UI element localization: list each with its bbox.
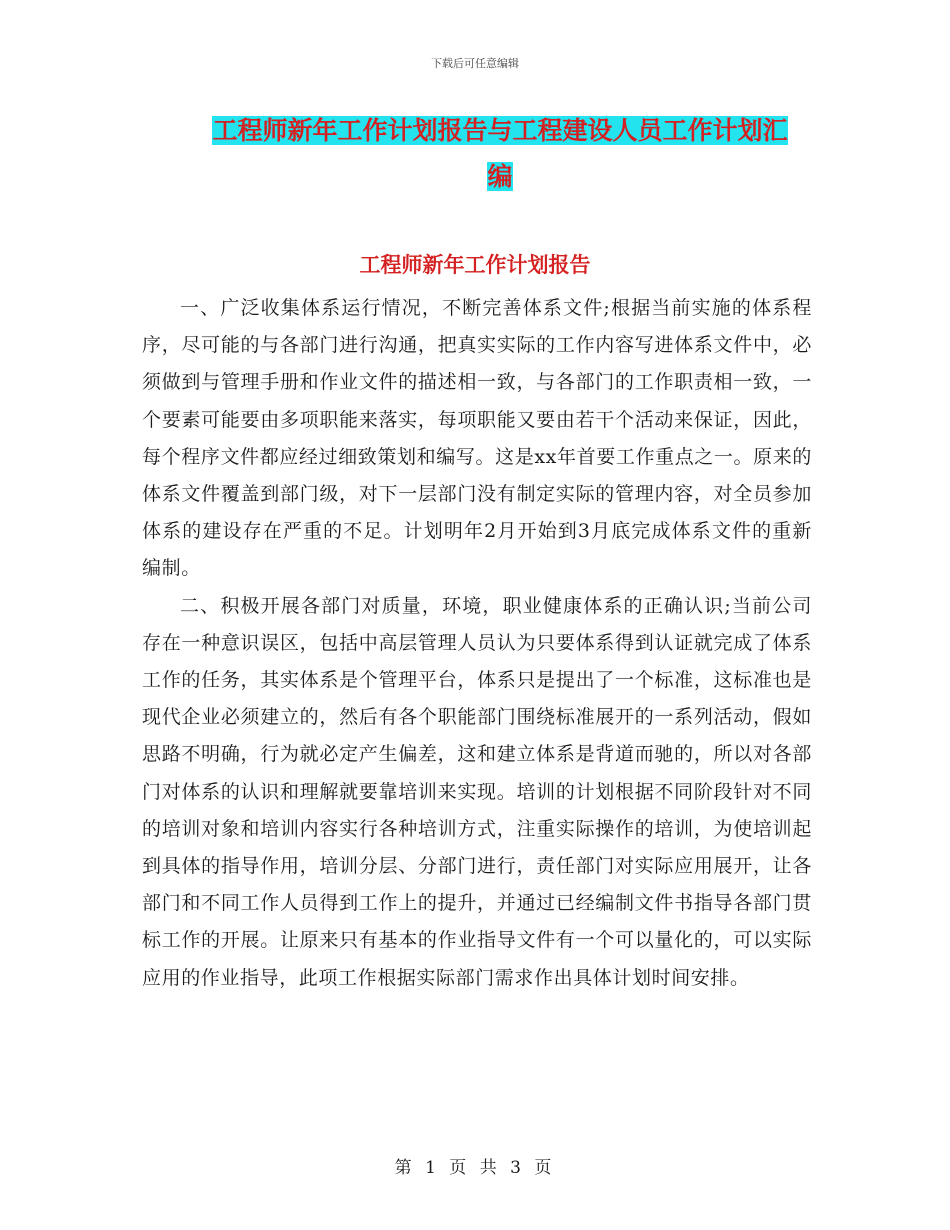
document-title <box>190 108 810 200</box>
paragraph-1: 一、广泛收集体系运行情况，不断完善体系文件;根据当前实施的体系程序，尽可能的与各部门进行沟通，把真实实际的工作内容写进体系文件中，必须做到与管理手册和作业文件的描述相一致，与各部门的工作职责相一致，一个要素可能要由多项职能来落实，每项职能又要由若干个活动来保证，因此，每个程序文件都应经过细致策划和编写。这是xx年首要工作重点之一。原来的体系文件覆盖到部门级，对下一层部门没有制定实际的管理内容，对全员参加体系的建设存在严重的不足。计划明年2月开始到3月底完成体系文件的重新编制。 <box>142 297 812 580</box>
document-title-line-1: 工程师新年工作计划报告与工程建设人员工作计划汇 <box>212 116 788 145</box>
paragraph-2: 二、积极开展各部门对质量，环境，职业健康体系的正确认识;当前公司存在一种意识误区，包括中高层管理人员认为只要体系得到认证就完成了体系工作的任务，其实体系是个管理平台，体系只是提出了一个标准，这标准也是现代企业必须建立的，然后有各个职能部门围绕标准展开的一系列活动，假如思路不明确，行为就必定产生偏差，这和建立体系是背道而驰的，所以对各部门对体系的认识和理解就要靠培训来实现。培训的计划根据不同阶段针对不同的培训对象和培训内容实行各种培训方式，注重实际操作的培训，为使培训起到具体的指导作用，培训分层、分部门进行，责任部门对实际应用展开，让各部门和不同工作人员得到工作上的提升，并通过已经编制文件书指导各部门贯标工作的开展。让原来只有基本的作业指导文件有一个可以量化的，可以实际应用的作业指导，此项工作根据实际部门需求作出具体计划时间安排。 <box>142 594 812 989</box>
page-number: 第 1 页 共 3 页 <box>394 1158 556 1178</box>
header-note: 下载后可任意编辑 <box>431 57 519 70</box>
section-title: 工程师新年工作计划报告 <box>359 253 591 277</box>
document-title-line-2: 编 <box>487 162 513 191</box>
document-body <box>142 290 812 997</box>
